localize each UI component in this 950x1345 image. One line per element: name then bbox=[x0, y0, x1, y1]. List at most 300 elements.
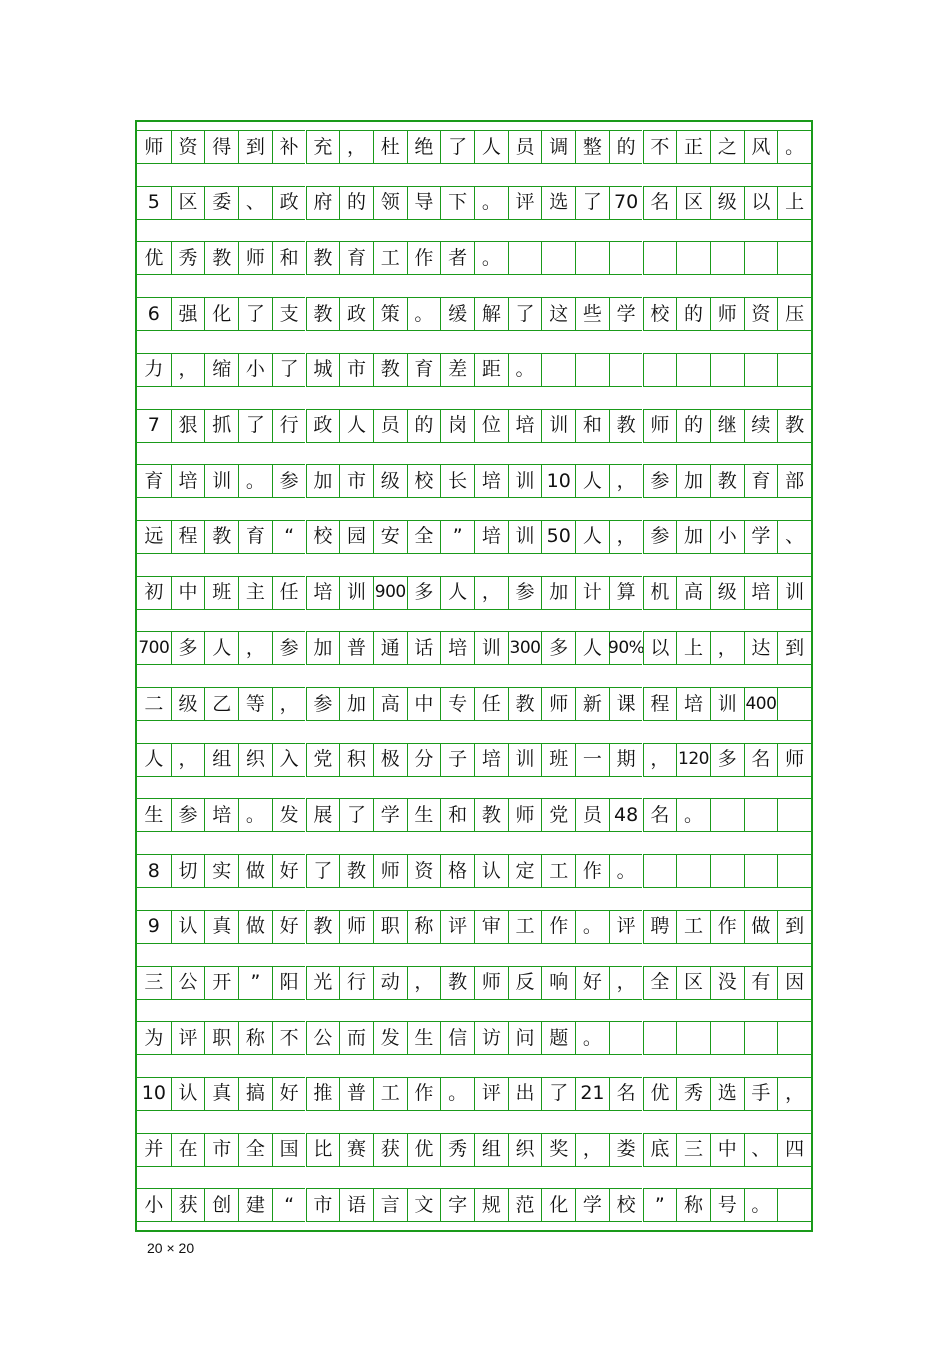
grid-cell: 达 bbox=[744, 631, 778, 665]
grid-cell: 加 bbox=[676, 520, 710, 554]
grid-cell bbox=[777, 854, 811, 888]
grid-cell: ， bbox=[171, 743, 205, 777]
grid-cell: 培 bbox=[744, 576, 778, 610]
grid-cell: 期 bbox=[609, 743, 643, 777]
grid-cell: 语 bbox=[339, 1188, 373, 1222]
grid-cell: 府 bbox=[306, 186, 340, 220]
grid-cell: ， bbox=[339, 130, 373, 164]
grid-cell: 认 bbox=[474, 854, 508, 888]
grid-cell: 加 bbox=[306, 631, 340, 665]
grid-cell: 多 bbox=[541, 631, 575, 665]
grid-cell: 狠 bbox=[171, 409, 205, 443]
grid-cell: 师 bbox=[474, 966, 508, 1000]
grid-cell: 策 bbox=[373, 297, 407, 331]
grid-cell: 格 bbox=[440, 854, 474, 888]
grid-cell: 作 bbox=[575, 854, 609, 888]
grid-cell: 普 bbox=[339, 631, 373, 665]
grid-cell: 继 bbox=[710, 409, 744, 443]
grid-cell: 有 bbox=[744, 966, 778, 1000]
grid-cell: 杜 bbox=[373, 130, 407, 164]
grid-cell: 导 bbox=[407, 186, 441, 220]
grid-cell: 真 bbox=[204, 1077, 238, 1111]
grid-cell: 。 bbox=[238, 798, 272, 832]
grid-cell: 认 bbox=[171, 1077, 205, 1111]
grid-cell: 号 bbox=[710, 1188, 744, 1222]
grid-cell: 评 bbox=[171, 1021, 205, 1055]
grid-cell: 教 bbox=[609, 409, 643, 443]
grid-cell bbox=[710, 241, 744, 275]
grid-cell: 名 bbox=[609, 1077, 643, 1111]
grid-cell: 言 bbox=[373, 1188, 407, 1222]
grid-cell: 90% bbox=[609, 631, 643, 665]
grid-cell: 秀 bbox=[171, 241, 205, 275]
grid-size-label: 20 × 20 bbox=[147, 1240, 195, 1256]
grid-cell: 的 bbox=[676, 297, 710, 331]
grid-cell: 训 bbox=[710, 687, 744, 721]
grid-cell: 调 bbox=[541, 130, 575, 164]
grid-cell: 为 bbox=[137, 1021, 171, 1055]
grid-cell: 参 bbox=[643, 520, 677, 554]
grid-cell: 了 bbox=[339, 798, 373, 832]
grid-cell: 育 bbox=[744, 464, 778, 498]
grid-cell: 不 bbox=[643, 130, 677, 164]
grid-cell: 培 bbox=[508, 409, 542, 443]
grid-cell: 优 bbox=[407, 1133, 441, 1167]
grid-cell: 级 bbox=[710, 576, 744, 610]
grid-cell: 因 bbox=[777, 966, 811, 1000]
grid-cell: 极 bbox=[373, 743, 407, 777]
grid-cell: 课 bbox=[609, 687, 643, 721]
grid-cell: 城 bbox=[306, 353, 340, 387]
grid-cell: 师 bbox=[137, 130, 171, 164]
grid-cell: 充 bbox=[306, 130, 340, 164]
grid-cell: 职 bbox=[373, 910, 407, 944]
grid-cell: 8 bbox=[137, 854, 171, 888]
grid-cell: 娄 bbox=[609, 1133, 643, 1167]
grid-cell: 而 bbox=[339, 1021, 373, 1055]
grid-cell: 级 bbox=[171, 687, 205, 721]
grid-cell: 校 bbox=[609, 1188, 643, 1222]
grid-cell: 做 bbox=[238, 854, 272, 888]
grid-cell: 区 bbox=[171, 186, 205, 220]
grid-cell: 奖 bbox=[541, 1133, 575, 1167]
grid-cell: 规 bbox=[474, 1188, 508, 1222]
grid-cell: 5 bbox=[137, 186, 171, 220]
grid-cell bbox=[609, 241, 643, 275]
grid-cell: 50 bbox=[541, 520, 575, 554]
grid-cell: 。 bbox=[744, 1188, 778, 1222]
grid-cell: 。 bbox=[575, 1021, 609, 1055]
grid-cell: 7 bbox=[137, 409, 171, 443]
grid-cell: 缓 bbox=[440, 297, 474, 331]
grid-cell bbox=[676, 241, 710, 275]
grid-cell bbox=[676, 1021, 710, 1055]
grid-cell: 。 bbox=[508, 353, 542, 387]
grid-cell: 高 bbox=[676, 576, 710, 610]
grid-cell: 资 bbox=[407, 854, 441, 888]
grid-cell bbox=[575, 241, 609, 275]
grid-cell: 缩 bbox=[204, 353, 238, 387]
grid-cell: 了 bbox=[575, 186, 609, 220]
grid-cell: 在 bbox=[171, 1133, 205, 1167]
grid-cell: 主 bbox=[238, 576, 272, 610]
grid-cell: 工 bbox=[373, 241, 407, 275]
grid-cell: 织 bbox=[238, 743, 272, 777]
grid-row bbox=[137, 798, 811, 832]
grid-cell: 实 bbox=[204, 854, 238, 888]
grid-cell: 48 bbox=[609, 798, 643, 832]
grid-cell: 三 bbox=[676, 1133, 710, 1167]
grid-cell: 不 bbox=[272, 1021, 306, 1055]
grid-cell: ， bbox=[609, 520, 643, 554]
grid-cell: 教 bbox=[204, 241, 238, 275]
grid-cell: 加 bbox=[339, 687, 373, 721]
grid-cell: 动 bbox=[373, 966, 407, 1000]
grid-cell: 学 bbox=[744, 520, 778, 554]
grid-cell: 公 bbox=[171, 966, 205, 1000]
grid-cell: 了 bbox=[272, 353, 306, 387]
grid-cell bbox=[777, 1021, 811, 1055]
grid-cell: 安 bbox=[373, 520, 407, 554]
grid-cell: 人 bbox=[440, 576, 474, 610]
grid-cell: 好 bbox=[272, 1077, 306, 1111]
grid-row bbox=[137, 966, 811, 1000]
grid-cell: 之 bbox=[710, 130, 744, 164]
grid-cell: 培 bbox=[306, 576, 340, 610]
grid-cell: 工 bbox=[676, 910, 710, 944]
grid-cell: 培 bbox=[474, 464, 508, 498]
grid-cell: ， bbox=[171, 353, 205, 387]
grid-cell: 参 bbox=[643, 464, 677, 498]
grid-cell: 师 bbox=[541, 687, 575, 721]
grid-cell: 人 bbox=[575, 631, 609, 665]
grid-cell: 训 bbox=[508, 520, 542, 554]
grid-cell: 初 bbox=[137, 576, 171, 610]
grid-cell: 发 bbox=[373, 1021, 407, 1055]
grid-cell: 培 bbox=[474, 520, 508, 554]
grid-cell: 师 bbox=[238, 241, 272, 275]
grid-cell: 任 bbox=[474, 687, 508, 721]
grid-row bbox=[137, 297, 811, 331]
grid-cell bbox=[710, 1021, 744, 1055]
grid-cell: ” bbox=[440, 520, 474, 554]
grid-cell: 政 bbox=[339, 297, 373, 331]
grid-cell: 师 bbox=[777, 743, 811, 777]
grid-cell: 距 bbox=[474, 353, 508, 387]
grid-cell: 作 bbox=[710, 910, 744, 944]
grid-cell: 120 bbox=[676, 743, 710, 777]
grid-cell: 子 bbox=[440, 743, 474, 777]
grid-cell: 搞 bbox=[238, 1077, 272, 1111]
grid-cell: 化 bbox=[204, 297, 238, 331]
grid-cell: 工 bbox=[508, 910, 542, 944]
grid-cell: 强 bbox=[171, 297, 205, 331]
grid-cell: 展 bbox=[306, 798, 340, 832]
grid-cell: 领 bbox=[373, 186, 407, 220]
grid-cell: 学 bbox=[609, 297, 643, 331]
grid-cell: 定 bbox=[508, 854, 542, 888]
grid-cell: 开 bbox=[204, 966, 238, 1000]
grid-cell: 评 bbox=[440, 910, 474, 944]
grid-cell: ， bbox=[575, 1133, 609, 1167]
grid-cell: 培 bbox=[171, 464, 205, 498]
grid-cell: 900 bbox=[373, 576, 407, 610]
grid-cell: 计 bbox=[575, 576, 609, 610]
grid-cell: 训 bbox=[204, 464, 238, 498]
grid-cell: 。 bbox=[474, 186, 508, 220]
grid-cell: 小 bbox=[710, 520, 744, 554]
grid-cell: 教 bbox=[306, 910, 340, 944]
grid-cell: 题 bbox=[541, 1021, 575, 1055]
grid-cell: 学 bbox=[575, 1188, 609, 1222]
grid-cell: 作 bbox=[541, 910, 575, 944]
grid-cell: 人 bbox=[204, 631, 238, 665]
grid-cell: 班 bbox=[204, 576, 238, 610]
grid-cell: 职 bbox=[204, 1021, 238, 1055]
grid-cell: 公 bbox=[306, 1021, 340, 1055]
grid-cell: 师 bbox=[339, 910, 373, 944]
grid-cell: 教 bbox=[373, 353, 407, 387]
grid-cell bbox=[710, 798, 744, 832]
grid-cell: 赛 bbox=[339, 1133, 373, 1167]
grid-cell: 新 bbox=[575, 687, 609, 721]
grid-row bbox=[137, 743, 811, 777]
grid-cell: 没 bbox=[710, 966, 744, 1000]
grid-cell: 工 bbox=[373, 1077, 407, 1111]
grid-cell: 。 bbox=[238, 464, 272, 498]
grid-cell: 校 bbox=[643, 297, 677, 331]
grid-cell: 10 bbox=[137, 1077, 171, 1111]
grid-cell: 人 bbox=[575, 520, 609, 554]
grid-cell: ” bbox=[238, 966, 272, 1000]
grid-cell: 、 bbox=[777, 520, 811, 554]
grid-cell: 三 bbox=[137, 966, 171, 1000]
grid-cell: 阳 bbox=[272, 966, 306, 1000]
grid-row bbox=[137, 854, 811, 888]
grid-row bbox=[137, 576, 811, 610]
grid-cell: 园 bbox=[339, 520, 373, 554]
grid-cell bbox=[609, 1021, 643, 1055]
grid-cell: 中 bbox=[710, 1133, 744, 1167]
grid-cell bbox=[508, 241, 542, 275]
grid-cell: 政 bbox=[306, 409, 340, 443]
grid-cell: 下 bbox=[440, 186, 474, 220]
grid-cell: 。 bbox=[676, 798, 710, 832]
grid-cell: 学 bbox=[373, 798, 407, 832]
grid-cell: 文 bbox=[407, 1188, 441, 1222]
grid-row bbox=[137, 409, 811, 443]
grid-cell: 10 bbox=[541, 464, 575, 498]
grid-cell: 市 bbox=[339, 464, 373, 498]
grid-cell: 和 bbox=[272, 241, 306, 275]
grid-cell: 正 bbox=[676, 130, 710, 164]
grid-cell: 加 bbox=[306, 464, 340, 498]
grid-cell: 培 bbox=[440, 631, 474, 665]
grid-row bbox=[137, 1021, 811, 1055]
grid-cell: 参 bbox=[171, 798, 205, 832]
grid-cell: 程 bbox=[643, 687, 677, 721]
grid-cell: 以 bbox=[643, 631, 677, 665]
grid-cell: 高 bbox=[373, 687, 407, 721]
grid-cell: ， bbox=[407, 966, 441, 1000]
grid-cell: 生 bbox=[407, 798, 441, 832]
grid-cell: 位 bbox=[474, 409, 508, 443]
grid-cell: 区 bbox=[676, 186, 710, 220]
grid-cell bbox=[676, 854, 710, 888]
grid-cell: 培 bbox=[474, 743, 508, 777]
grid-cell: 市 bbox=[204, 1133, 238, 1167]
grid-cell: 训 bbox=[541, 409, 575, 443]
grid-cell: 育 bbox=[339, 241, 373, 275]
grid-cell bbox=[777, 687, 811, 721]
grid-cell: 。 bbox=[777, 130, 811, 164]
grid-cell: 教 bbox=[508, 687, 542, 721]
grid-cell: 到 bbox=[777, 631, 811, 665]
grid-cell: 选 bbox=[710, 1077, 744, 1111]
grid-cell: 组 bbox=[204, 743, 238, 777]
grid-cell: 加 bbox=[676, 464, 710, 498]
grid-cell bbox=[777, 353, 811, 387]
grid-cell bbox=[744, 798, 778, 832]
grid-cell: 培 bbox=[204, 798, 238, 832]
grid-cell: 审 bbox=[474, 910, 508, 944]
grid-cell: 名 bbox=[643, 186, 677, 220]
grid-cell bbox=[643, 241, 677, 275]
grid-row bbox=[137, 631, 811, 665]
grid-cell: 光 bbox=[306, 966, 340, 1000]
grid-cell: 生 bbox=[407, 1021, 441, 1055]
grid-cell: 等 bbox=[238, 687, 272, 721]
grid-cell: 积 bbox=[339, 743, 373, 777]
grid-row bbox=[137, 1133, 811, 1167]
grid-cell bbox=[609, 353, 643, 387]
grid-cell: 以 bbox=[744, 186, 778, 220]
grid-cell: 参 bbox=[272, 631, 306, 665]
grid-cell: 到 bbox=[777, 910, 811, 944]
grid-cell: 党 bbox=[306, 743, 340, 777]
grid-cell: 。 bbox=[440, 1077, 474, 1111]
grid-cell: 评 bbox=[508, 186, 542, 220]
grid-cell: 教 bbox=[440, 966, 474, 1000]
grid-cell bbox=[777, 1188, 811, 1222]
grid-cell: 这 bbox=[541, 297, 575, 331]
grid-cell: 长 bbox=[440, 464, 474, 498]
grid-cell: 机 bbox=[643, 576, 677, 610]
grid-cell: 400 bbox=[744, 687, 778, 721]
grid-cell: ， bbox=[609, 464, 643, 498]
grid-row bbox=[137, 1077, 811, 1111]
grid-cell: ， bbox=[272, 687, 306, 721]
grid-cell: 全 bbox=[238, 1133, 272, 1167]
grid-cell: 。 bbox=[609, 854, 643, 888]
grid-cell: 选 bbox=[541, 186, 575, 220]
grid-cell: 资 bbox=[171, 130, 205, 164]
grid-cell: 化 bbox=[541, 1188, 575, 1222]
grid-cell: 员 bbox=[373, 409, 407, 443]
grid-cell: ， bbox=[710, 631, 744, 665]
grid-cell: 作 bbox=[407, 1077, 441, 1111]
grid-row bbox=[137, 520, 811, 554]
grid-cell: 育 bbox=[238, 520, 272, 554]
grid-cell: 普 bbox=[339, 1077, 373, 1111]
grid-cell bbox=[744, 1021, 778, 1055]
grid-cell: 师 bbox=[508, 798, 542, 832]
grid-cell: 信 bbox=[440, 1021, 474, 1055]
grid-cell: 。 bbox=[407, 297, 441, 331]
grid-cell: 训 bbox=[508, 464, 542, 498]
grid-cell: 专 bbox=[440, 687, 474, 721]
grid-cell: 校 bbox=[306, 520, 340, 554]
grid-cell: 参 bbox=[306, 687, 340, 721]
grid-cell: 差 bbox=[440, 353, 474, 387]
grid-cell: 上 bbox=[777, 186, 811, 220]
grid-cell: 国 bbox=[272, 1133, 306, 1167]
grid-cell: 算 bbox=[609, 576, 643, 610]
grid-cell: 好 bbox=[575, 966, 609, 1000]
grid-cell: 切 bbox=[171, 854, 205, 888]
grid-cell: 级 bbox=[373, 464, 407, 498]
grid-cell: 市 bbox=[339, 353, 373, 387]
grid-row bbox=[137, 1188, 811, 1222]
grid-cell: 做 bbox=[238, 910, 272, 944]
grid-row bbox=[137, 353, 811, 387]
grid-cell: 教 bbox=[306, 241, 340, 275]
grid-cell: 育 bbox=[137, 464, 171, 498]
grid-cell: 300 bbox=[508, 631, 542, 665]
grid-cell: 分 bbox=[407, 743, 441, 777]
grid-cell: 小 bbox=[238, 353, 272, 387]
grid-cell: 出 bbox=[508, 1077, 542, 1111]
grid-cell: 工 bbox=[541, 854, 575, 888]
grid-cell: 班 bbox=[541, 743, 575, 777]
grid-cell: 了 bbox=[306, 854, 340, 888]
grid-cell: 称 bbox=[676, 1188, 710, 1222]
grid-cell bbox=[710, 854, 744, 888]
grid-cell: 人 bbox=[575, 464, 609, 498]
grid-cell: 区 bbox=[676, 966, 710, 1000]
grid-cell: 支 bbox=[272, 297, 306, 331]
grid-cell bbox=[777, 241, 811, 275]
grid-cell: 、 bbox=[238, 186, 272, 220]
grid-cell: 得 bbox=[204, 130, 238, 164]
grid-cell: 了 bbox=[440, 130, 474, 164]
grid-cell: 的 bbox=[339, 186, 373, 220]
grid-cell: 到 bbox=[238, 130, 272, 164]
grid-cell: 多 bbox=[710, 743, 744, 777]
grid-cell: 字 bbox=[440, 1188, 474, 1222]
grid-cell: 响 bbox=[541, 966, 575, 1000]
grid-cell: 700 bbox=[137, 631, 171, 665]
grid-cell: 名 bbox=[643, 798, 677, 832]
grid-cell: 部 bbox=[777, 464, 811, 498]
grid-cell: 作 bbox=[407, 241, 441, 275]
grid-row bbox=[137, 464, 811, 498]
grid-cell bbox=[676, 353, 710, 387]
grid-cell: 四 bbox=[777, 1133, 811, 1167]
grid-cell: 比 bbox=[306, 1133, 340, 1167]
grid-cell: 全 bbox=[643, 966, 677, 1000]
grid-cell: 称 bbox=[407, 910, 441, 944]
grid-cell: ， bbox=[777, 1077, 811, 1111]
grid-cell: 培 bbox=[676, 687, 710, 721]
grid-cell: 人 bbox=[474, 130, 508, 164]
grid-cell: ， bbox=[609, 966, 643, 1000]
grid-cell bbox=[744, 353, 778, 387]
grid-cell: 话 bbox=[407, 631, 441, 665]
grid-cell: 二 bbox=[137, 687, 171, 721]
grid-cell bbox=[643, 1021, 677, 1055]
grid-cell: 市 bbox=[306, 1188, 340, 1222]
